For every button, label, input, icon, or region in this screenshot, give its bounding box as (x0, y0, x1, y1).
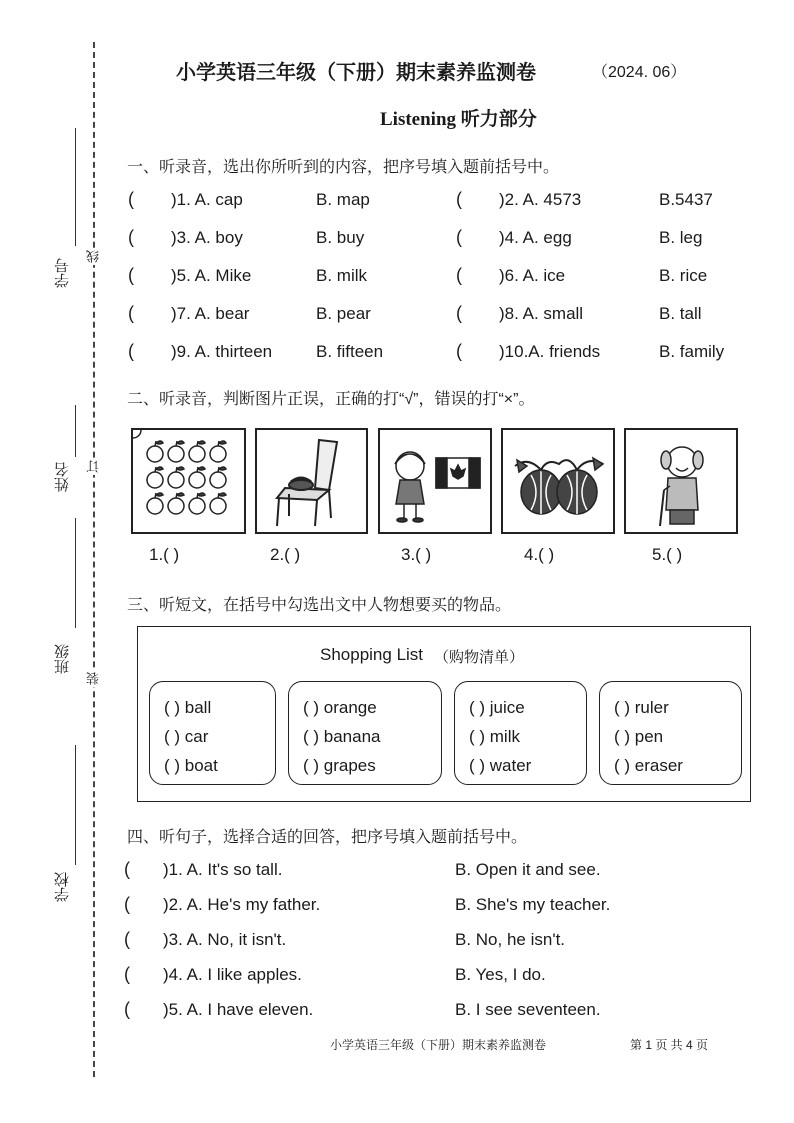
answer-paren[interactable]: ( (124, 859, 130, 879)
student-no-label: 学号 (54, 258, 71, 288)
picture-apples (131, 428, 246, 534)
answer-paren[interactable]: ( (456, 341, 462, 361)
seal-mark: 订 (86, 460, 101, 473)
shopping-item[interactable]: ( ) milk (469, 727, 520, 746)
question-option-b: B. leg (659, 228, 703, 247)
picture-girl-flag (378, 428, 492, 534)
picture-watermelons (501, 428, 615, 534)
question-option-a: )7. A. bear (171, 304, 250, 323)
school-line (75, 745, 76, 865)
question-option-b: B. Yes, I do. (455, 965, 546, 984)
question-option-b: B. tall (659, 304, 702, 323)
student-no-line (75, 128, 76, 246)
shopping-item[interactable]: ( ) ruler (614, 698, 669, 717)
question-option-a: )5. A. Mike (171, 266, 252, 285)
answer-paren[interactable]: ( (456, 227, 462, 247)
question-option-b: B. Open it and see. (455, 860, 601, 879)
question-option-a: )3. A. No, it isn't. (163, 930, 287, 949)
shopping-item[interactable]: ( ) boat (164, 756, 218, 775)
picture-5-answer[interactable]: 5.( ) (652, 545, 683, 564)
answer-paren[interactable]: ( (124, 929, 130, 949)
shopping-item[interactable]: ( ) banana (303, 727, 381, 746)
question-option-a: )5. A. I have eleven. (163, 1000, 314, 1019)
answer-paren[interactable]: ( (128, 189, 134, 209)
question-option-b: B. No, he isn't. (455, 930, 566, 949)
shopping-item[interactable]: ( ) water (469, 756, 532, 775)
shopping-list-title: Shopping List (320, 645, 424, 664)
shopping-item[interactable]: ( ) pen (614, 727, 664, 746)
question-option-a: )2. A. He's my father. (163, 895, 321, 914)
shopping-list-subtitle: （购物清单） (434, 649, 525, 666)
section2-heading: 二、听录音，判断图片正误，正确的打“√”，错误的打“×”。 (127, 391, 535, 408)
picture-4-answer[interactable]: 4.( ) (524, 545, 555, 564)
question-option-b: B. family (659, 342, 725, 361)
question-option-a: )10.A. friends (499, 342, 601, 361)
shopping-item[interactable]: ( ) grapes (303, 756, 376, 775)
question-option-a: )8. A. small (499, 304, 584, 323)
page-number: 第 1 页 共 4 页 (630, 1038, 709, 1052)
binding-dashed-line (93, 42, 95, 1077)
school-label: 学校 (54, 872, 71, 902)
shopping-item[interactable]: ( ) eraser (614, 756, 683, 775)
question-option-b: B. map (316, 190, 370, 209)
shopping-item[interactable]: ( ) orange (303, 698, 377, 717)
question-option-b: B. buy (316, 228, 365, 247)
question-option-a: )1. A. cap (171, 190, 243, 209)
answer-paren[interactable]: ( (456, 189, 462, 209)
answer-paren[interactable]: ( (124, 999, 130, 1019)
question-option-b: B. pear (316, 304, 371, 323)
question-option-a: )9. A. thirteen (171, 342, 273, 361)
line-mark: 线 (86, 250, 101, 263)
picture-grandfather (624, 428, 738, 534)
page-title: 小学英语三年级（下册）期末素养监测卷 (176, 62, 536, 84)
section1-heading: 一、听录音，选出你所听到的内容，把序号填入题前括号中。 (127, 159, 560, 176)
question-option-b: B. rice (659, 266, 708, 285)
question-option-a: )1. A. It's so tall. (163, 860, 283, 879)
question-option-b: B. I see seventeen. (455, 1000, 601, 1019)
name-label: 姓名 (54, 462, 71, 492)
answer-paren[interactable]: ( (128, 341, 134, 361)
question-option-a: )3. A. boy (171, 228, 243, 247)
question-option-a: )4. A. I like apples. (163, 965, 302, 984)
section4-heading: 四、听句子，选择合适的回答，把序号填入题前括号中。 (127, 829, 528, 846)
shopping-item[interactable]: ( ) car (164, 727, 209, 746)
shopping-item[interactable]: ( ) juice (469, 698, 525, 717)
answer-paren[interactable]: ( (456, 265, 462, 285)
answer-paren[interactable]: ( (124, 894, 130, 914)
answer-paren[interactable]: ( (128, 227, 134, 247)
section-subtitle: Listening 听力部分 (380, 109, 537, 130)
question-option-a: )2. A. 4573 (499, 190, 582, 209)
picture-chair (255, 428, 368, 534)
footer-title: 小学英语三年级（下册）期末素养监测卷 (330, 1038, 547, 1052)
answer-paren[interactable]: ( (128, 265, 134, 285)
question-option-b: B.5437 (659, 190, 713, 209)
picture-3-answer[interactable]: 3.( ) (401, 545, 432, 564)
answer-paren[interactable]: ( (456, 303, 462, 323)
picture-2-answer[interactable]: 2.( ) (270, 545, 301, 564)
name-line (75, 405, 76, 457)
question-option-b: B. She's my teacher. (455, 895, 611, 914)
answer-paren[interactable]: ( (124, 964, 130, 984)
question-option-b: B. milk (316, 266, 367, 285)
shopping-item[interactable]: ( ) ball (164, 698, 212, 717)
picture-1-answer[interactable]: 1.( ) (149, 545, 180, 564)
exam-date: （2024. 06） (592, 64, 687, 81)
class-line (75, 518, 76, 628)
bind-mark: 装 (86, 672, 101, 685)
question-option-b: B. fifteen (316, 342, 384, 361)
section3-heading: 三、听短文，在括号中勾选出文中人物想要买的物品。 (127, 597, 512, 614)
answer-paren[interactable]: ( (128, 303, 134, 323)
question-option-a: )4. A. egg (499, 228, 572, 247)
question-option-a: )6. A. ice (499, 266, 566, 285)
class-label: 班级 (54, 644, 71, 674)
